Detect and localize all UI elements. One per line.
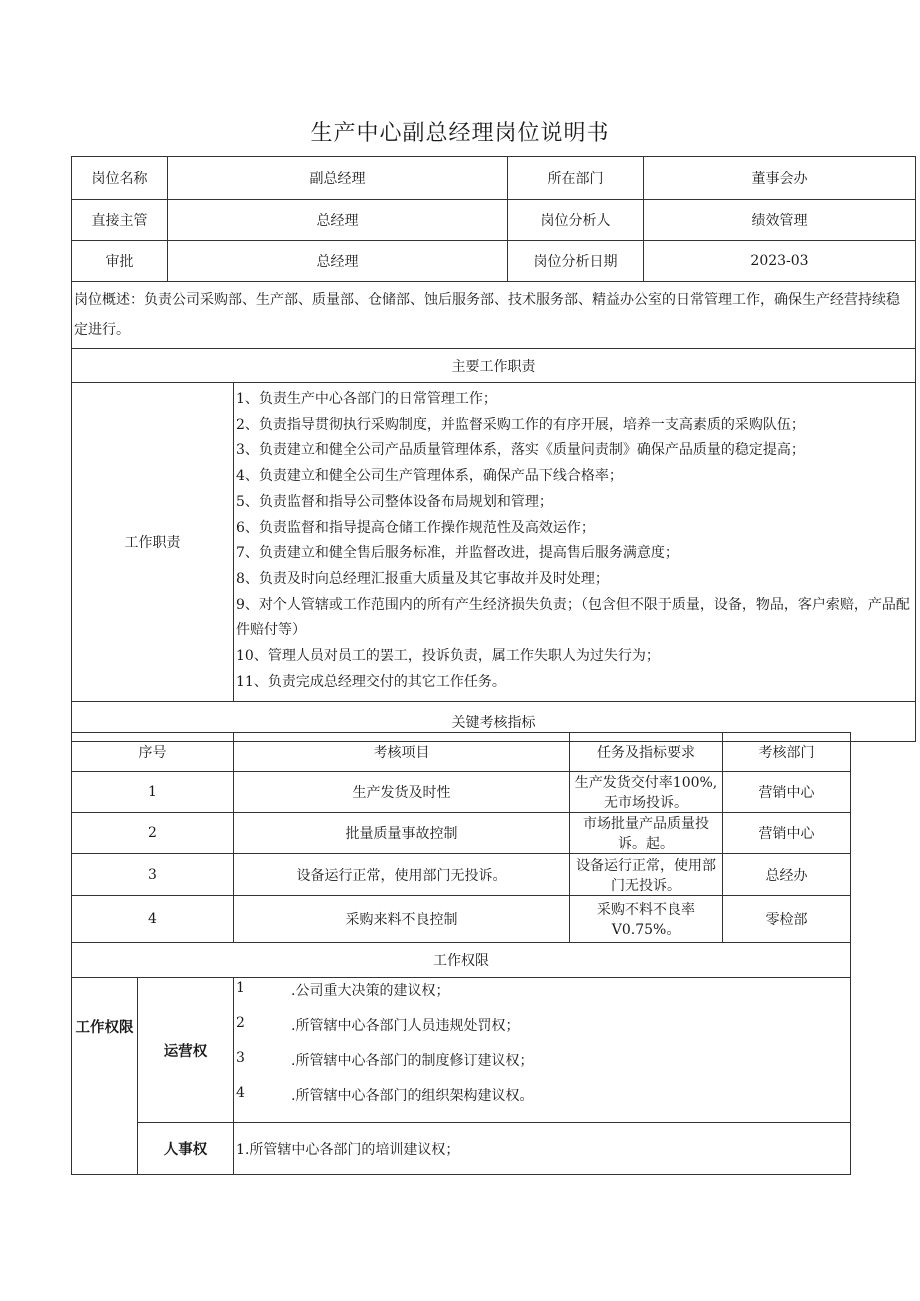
- kpi-requirement: 设备运行正常，使用部门无投诉。: [570, 854, 723, 896]
- authority-label: 工作权限: [72, 978, 138, 1175]
- supervisor-value: 总经理: [168, 200, 508, 241]
- kpi-item: 采购来料不良控制: [234, 896, 570, 943]
- authority-ops-row: [72, 978, 851, 1123]
- duty-item: 10、管理人员对员工的罢工，投诉负责，属工作失职人为过失行为；: [236, 648, 660, 665]
- kpi-requirement: 采购不料不良率V0.75%。: [570, 896, 723, 943]
- authority-section-title: 工作权限: [72, 943, 851, 978]
- authority-header-row: [72, 943, 851, 978]
- kpi-department: 零检部: [723, 896, 851, 943]
- kpi-row: [72, 772, 851, 813]
- approval-value: 总经理: [168, 241, 508, 282]
- analysis-date-label: 岗位分析日期: [508, 241, 644, 282]
- analyst-label: 岗位分析人: [508, 200, 644, 241]
- duties-header-row: [72, 349, 916, 383]
- analysis-date-value: 2023-03: [644, 241, 916, 282]
- duty-item: 8、负责及时向总经理汇报重大质量及其它事故并及时处理；: [236, 570, 609, 587]
- hr-item: 1.所管辖中心各部门的培训建议权；: [234, 1123, 851, 1175]
- department-label: 所在部门: [508, 157, 644, 200]
- duty-item: 9、对个人管辖或工作范围内的所有产生经济损失负责；（包含但不限于质量，设备，物品，客户索赔，产品配件赔付等）: [236, 596, 910, 639]
- duty-item: 5、负责监督和指导公司整体设备布局规划和管理；: [236, 493, 553, 510]
- job-description-table: [71, 156, 916, 742]
- duties-section-title: 主要工作职责: [72, 349, 916, 383]
- duty-item: 7、负责建立和健全售后服务标准，并监督改进，提高售后服务满意度；: [236, 545, 679, 562]
- kpi-number: 1: [72, 772, 234, 813]
- duty-item: 3、负责建立和健全公司产品质量管理体系，落实《质量问责制》确保产品质量的稳定提高；: [236, 442, 805, 459]
- info-row-1: [72, 157, 916, 200]
- page-title: 生产中心副总经理岗位说明书: [310, 121, 610, 146]
- kpi-number: 2: [72, 813, 234, 854]
- kpi-item: 生产发货及时性: [234, 772, 570, 813]
- authority-hr-row: [72, 1123, 851, 1175]
- kpi-number: 4: [72, 896, 234, 943]
- approval-label: 审批: [72, 241, 168, 282]
- duties-list: [234, 383, 916, 702]
- duty-item: 11、负责完成总经理交付的其它工作任务。: [236, 673, 506, 690]
- kpi-row: [72, 854, 851, 896]
- duty-item: 1、负责生产中心各部门的日常管理工作；: [236, 391, 497, 407]
- ops-label: 运营权: [138, 978, 234, 1123]
- kpi-col-requirement: 任务及指标要求: [570, 733, 723, 772]
- kpi-authority-table: [71, 732, 851, 1175]
- kpi-number: 3: [72, 854, 234, 896]
- kpi-department: 总经办: [723, 854, 851, 896]
- duties-label: 工作职责: [72, 383, 234, 702]
- kpi-item: 批量质量事故控制: [234, 813, 570, 854]
- info-row-3: [72, 241, 916, 282]
- overview-text: 岗位概述：负责公司采购部、生产部、质量部、仓储部、蚀后服务部、技术服务部、精益办公室的日常管理工作，确保生产经营持续稳定进行。: [72, 282, 916, 349]
- ops-item: 3 .所管辖中心各部门的制度修订建议权；: [236, 1050, 534, 1069]
- ops-item: 2 .所管辖中心各部门人员违规处罚权；: [236, 1015, 520, 1034]
- ops-list: [234, 978, 851, 1123]
- ops-item: 1 .公司重大决策的建议权；: [236, 980, 450, 999]
- kpi-section-title: 关键考核指标: [72, 702, 916, 742]
- kpi-department: 营销中心: [723, 772, 851, 813]
- kpi-item: 设备运行正常，使用部门无投诉。: [234, 854, 570, 896]
- hr-label: 人事权: [138, 1123, 234, 1175]
- duty-item: 4、负责建立和健全公司生产管理体系，确保产品下线合格率；: [236, 468, 623, 485]
- duties-row: [72, 383, 916, 702]
- position-name-value: 副总经理: [168, 157, 508, 200]
- kpi-row: [72, 813, 851, 854]
- overview-row: [72, 282, 916, 349]
- info-row-2: [72, 200, 916, 241]
- kpi-requirement: 市场批量产品质量投诉。起。: [570, 813, 723, 854]
- kpi-col-number: 序号: [72, 733, 234, 772]
- kpi-column-headers: [72, 733, 851, 772]
- analyst-value: 绩效管理: [644, 200, 916, 241]
- kpi-col-item: 考核项目: [234, 733, 570, 772]
- kpi-requirement: 生产发货交付率100%,无市场投诉。: [570, 772, 723, 813]
- position-name-label: 岗位名称: [72, 157, 168, 200]
- department-value: 董事会办: [644, 157, 916, 200]
- kpi-col-department: 考核部门: [723, 733, 851, 772]
- kpi-department: 营销中心: [723, 813, 851, 854]
- duty-item: 6、负责监督和指导提高仓储工作操作规范性及高效运作；: [236, 519, 595, 536]
- supervisor-label: 直接主管: [72, 200, 168, 241]
- duty-item: 2、负责指导贯彻执行采购制度，并监督采购工作的有序开展，培养一支高素质的采购队伍；: [236, 416, 805, 433]
- kpi-row: [72, 896, 851, 943]
- ops-item: 4 .所管辖中心各部门的组织架构建议权。: [236, 1085, 534, 1104]
